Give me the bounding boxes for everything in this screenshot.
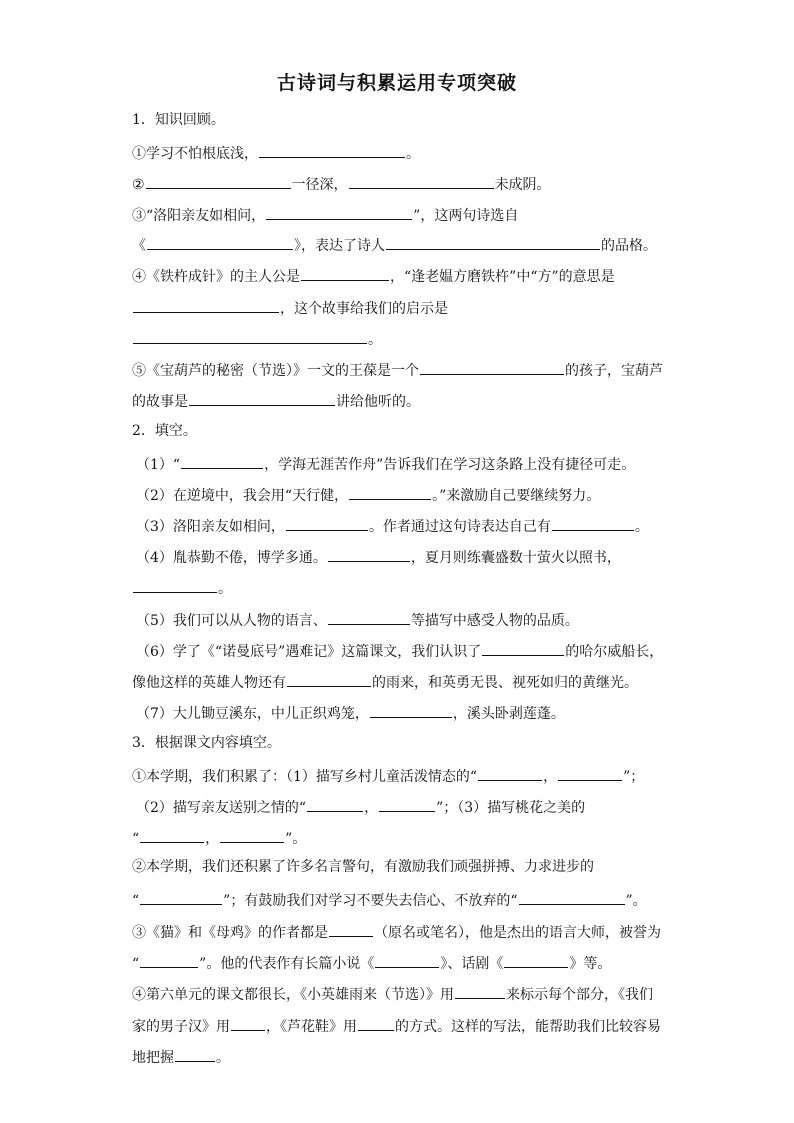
section-1-heading: 1．知识回顾。 bbox=[132, 112, 225, 128]
answer-blank[interactable] bbox=[189, 389, 335, 406]
answer-blank[interactable] bbox=[328, 545, 410, 562]
item-2-5: （5）我们可以从人物的语言、 等描写中感受人物的品质。 bbox=[136, 608, 579, 631]
item-1-4-cont2: 。 bbox=[132, 327, 382, 350]
answer-blank[interactable] bbox=[307, 795, 363, 812]
item-3-1: ①本学期，我们积累了：（1）描写乡村儿童活泼情态的“ ， ”； bbox=[132, 764, 644, 787]
item-1-1: ①学习不怕根底浅， 。 bbox=[132, 141, 420, 164]
answer-blank[interactable] bbox=[133, 576, 217, 593]
answer-blank[interactable] bbox=[420, 358, 564, 375]
answer-blank[interactable] bbox=[286, 514, 368, 531]
answer-blank[interactable] bbox=[175, 1045, 215, 1062]
answer-blank[interactable] bbox=[266, 203, 412, 220]
item-3-2: ②本学期，我们还积累了许多名言警句，有激励我们顽强拼搏、力求进步的 bbox=[132, 859, 594, 875]
answer-blank[interactable] bbox=[482, 639, 564, 656]
item-1-5: ⑤《宝葫芦的秘密（节选）》一文的王葆是一个 的孩子，宝葫芦 bbox=[132, 358, 663, 381]
item-2-6: （6）学了《“诺曼底号”遇难记》这篇课文，我们认识了 的哈尔威船长， bbox=[136, 639, 663, 662]
answer-blank[interactable] bbox=[478, 764, 542, 781]
answer-blank[interactable] bbox=[133, 296, 279, 313]
answer-blank[interactable] bbox=[375, 951, 439, 968]
answer-blank[interactable] bbox=[146, 172, 291, 189]
answer-blank[interactable] bbox=[259, 141, 405, 158]
item-2-6-cont: 像他这样的英雄人物还有 的雨来，和英勇无畏、视死如归的黄继光。 bbox=[132, 670, 638, 693]
answer-blank[interactable] bbox=[181, 452, 263, 469]
item-2-4: （4）胤恭勤不倦，博学多通。 ，夏月则练囊盛数十萤火以照书， bbox=[136, 545, 621, 568]
item-1-2: ② 一径深， 未成阴。 bbox=[132, 172, 551, 195]
item-3-4-cont2: 地把握 。 bbox=[132, 1045, 230, 1068]
answer-blank[interactable] bbox=[386, 233, 600, 250]
section-3-heading: 3．根据课文内容填空。 bbox=[132, 735, 281, 751]
answer-blank[interactable] bbox=[133, 327, 367, 344]
answer-blank[interactable] bbox=[328, 608, 410, 625]
answer-blank[interactable] bbox=[301, 264, 389, 281]
answer-blank[interactable] bbox=[370, 701, 452, 718]
answer-blank[interactable] bbox=[140, 951, 198, 968]
answer-blank[interactable] bbox=[287, 670, 371, 687]
item-2-7: （7）大儿锄豆溪东，中儿正织鸡笼， ，溪头卧剥莲蓬。 bbox=[136, 701, 565, 724]
answer-blank[interactable] bbox=[349, 483, 431, 500]
item-3-1-cont2: “ ， ”。 bbox=[132, 826, 306, 849]
item-3-4: ④第六单元的课文都很长，《小英雄雨来（节选）》用 来标示每个部分，《我们 bbox=[132, 982, 653, 1005]
item-3-4-cont: 家的男子汉》用 ，《芦花鞋》用 的方式。这样的写法，能帮助我们比较容易 bbox=[132, 1014, 661, 1037]
answer-blank[interactable] bbox=[379, 795, 435, 812]
page-title: 古诗词与积累运用专项突破 bbox=[276, 72, 517, 94]
item-3-3: ③《猫》和《母鸡》的作者都是 （原名或笔名），他是杰出的语言大师，被誉为 bbox=[132, 920, 661, 943]
item-3-1-cont: （2）描写亲友送别之情的“ ， ”；（3）描写桃花之美的 bbox=[136, 795, 585, 818]
answer-blank[interactable] bbox=[147, 233, 293, 250]
answer-blank[interactable] bbox=[519, 888, 625, 905]
answer-blank[interactable] bbox=[220, 826, 284, 843]
answer-blank[interactable] bbox=[552, 514, 634, 531]
item-1-5-cont: 的故事是 讲给他听的。 bbox=[132, 389, 420, 412]
item-3-3-cont: “ ”。他的代表作有长篇小说《 》、话剧《 》等。 bbox=[132, 951, 611, 974]
item-1-4: ④《铁杵成针》的主人公是 ，“逢老媪方磨铁杵”中“方”的意思是 bbox=[132, 264, 615, 287]
answer-blank[interactable] bbox=[329, 920, 373, 937]
item-3-2-cont: “ ”；有鼓励我们对学习不要失去信心、不放弃的“ ”。 bbox=[132, 888, 647, 911]
item-1-3: ③“洛阳亲友如相问， ”，这两句诗选自 bbox=[132, 203, 518, 226]
answer-blank[interactable] bbox=[140, 826, 204, 843]
answer-blank[interactable] bbox=[558, 764, 622, 781]
answer-blank[interactable] bbox=[231, 1014, 265, 1031]
answer-blank[interactable] bbox=[140, 888, 222, 905]
section-2-heading: 2．填空。 bbox=[132, 423, 197, 439]
item-2-4-cont: 。 bbox=[132, 576, 232, 599]
item-2-2: （2）在逆境中，我会用“天行健， 。”来激励自己要继续努力。 bbox=[136, 483, 600, 506]
answer-blank[interactable] bbox=[358, 1014, 394, 1031]
answer-blank[interactable] bbox=[349, 172, 494, 189]
item-2-3: （3）洛阳亲友如相问， 。作者通过这句诗表达自己有 。 bbox=[136, 514, 649, 537]
item-2-1: （1）“ ，学海无涯苦作舟”告诉我们在学习这条路上没有捷径可走。 bbox=[136, 452, 635, 475]
item-1-3-cont: 《 》，表达了诗人 的品格。 bbox=[132, 233, 657, 256]
answer-blank[interactable] bbox=[455, 982, 505, 999]
item-1-4-cont: ，这个故事给我们的启示是 bbox=[132, 296, 448, 319]
answer-blank[interactable] bbox=[504, 951, 568, 968]
